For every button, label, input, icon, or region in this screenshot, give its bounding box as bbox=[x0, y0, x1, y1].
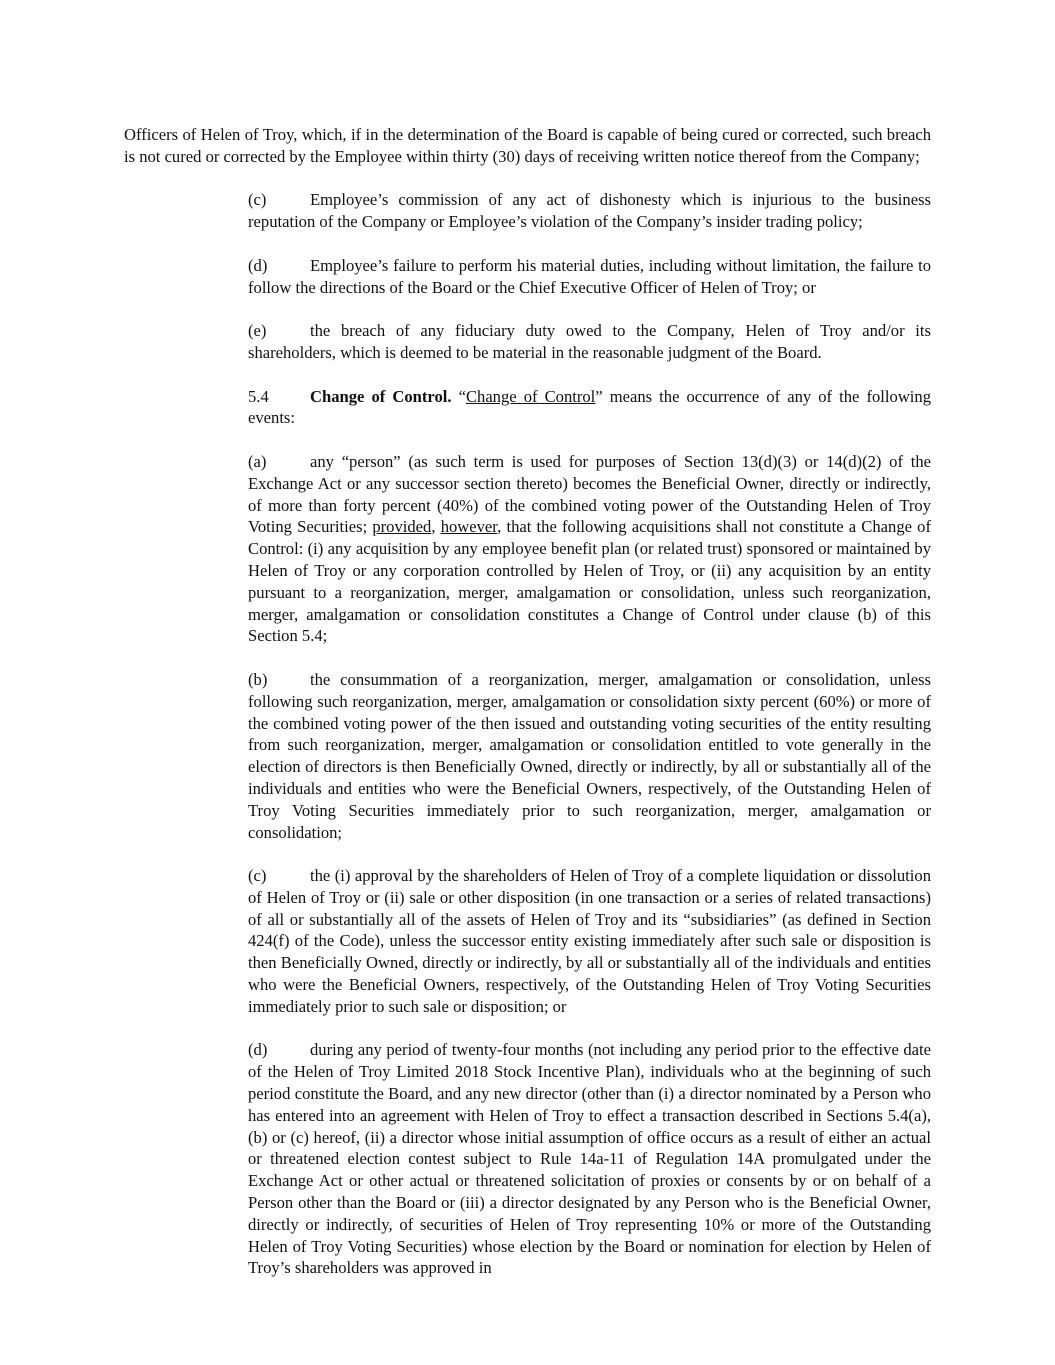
term-however: however bbox=[440, 517, 498, 537]
section-5-4-intro bbox=[124, 386, 931, 430]
clause-label: (c) bbox=[248, 866, 267, 886]
continued-paragraph: Officers of Helen of Troy, which, if in the determination of the Board is capable of being cured or corrected, such breach is not cured or corrected by the Employee within thirty (30) days of receiving written notice thereof from the Company; bbox=[124, 125, 931, 166]
clause-label: (c) bbox=[248, 190, 267, 210]
section-intro-text: ” means the occurrence of any of the following events: bbox=[248, 386, 932, 428]
clause-text: the breach of any fiduciary duty owed to the Company, Helen of Troy and/or its shareholders, which is deemed to be material in the reasonable judgment of the Board. bbox=[248, 321, 931, 362]
clause-text-part2: , that the following acquisitions shall not constitute a Change of Control: (i) any acquisition by any employee benefit plan (or related trust) sponsored or maintained by Helen of Troy or any corporation controlled by Helen of Troy, or (ii) any acquisition by an entity pursuant to a reorganization, merger, amalgamation or consolidation, unless such reorganization, merger, amalgamation or consolidation constitutes a Change of Control under clause (b) of this Section 5.4; bbox=[248, 517, 931, 646]
cause-clause-d bbox=[124, 255, 931, 299]
section-number: 5.4 bbox=[248, 386, 269, 406]
document-body bbox=[124, 124, 931, 1301]
clause-label: (d) bbox=[248, 1040, 268, 1060]
clause-text-part1: any “person” (as such term is used for purposes of Section 13(d)(3) or 14(d)(2) of the Exchange Act or any successor section thereto) becomes the Beneficial Owner, directly or indirectly, of more than forty percent (40%) of the combined voting power of the Outstanding Helen of Troy Voting Securities; bbox=[248, 451, 931, 537]
cause-clause-e bbox=[124, 320, 931, 364]
term-provided: provided bbox=[372, 517, 432, 537]
section-heading: Change of Control. bbox=[310, 386, 452, 406]
coc-clause-d bbox=[124, 1039, 931, 1279]
clause-text: the consummation of a reorganization, merger, amalgamation or consolidation, unless following such reorganization, merger, amalgamation or consolidation sixty percent (60%) or more of the combined voting power of the then issued and outstanding voting securities of the entity resulting from such reorganization, merger, amalgamation or consolidation entitled to vote generally in the election of directors is then Beneficially Owned, directly or indirectly, by all or substantially all of the individuals and entities who were the Beneficial Owners, respectively, of the Outstanding Helen of Troy Voting Securities immediately prior to such reorganization, merger, amalgamation or consolidation; bbox=[248, 669, 931, 842]
cause-clause-c bbox=[124, 189, 931, 233]
coc-clause-a bbox=[124, 451, 931, 647]
clause-label: (e) bbox=[248, 321, 267, 341]
defined-term: Change of Control bbox=[465, 386, 596, 406]
clause-text: the (i) approval by the shareholders of Helen of Troy of a complete liquidation or dissolution of Helen of Troy or (ii) sale or other disposition (in one transaction or a series of related transactions) of all or substantially all of the assets of Helen of Troy and its “subsidiaries” (as defined in Section 424(f) of the Code), unless the successor entity existing immediately after such sale or disposition is then Beneficially Owned, directly or indirectly, by all or substantially all of the individuals and entities who were the Beneficial Owners, respectively, of the Outstanding Helen of Troy Voting Securities immediately prior to such sale or disposition; or bbox=[248, 866, 931, 1016]
open-quote: “ bbox=[451, 386, 466, 406]
clause-label: (b) bbox=[248, 669, 268, 689]
clause-label: (a) bbox=[248, 451, 267, 471]
clause-text: during any period of twenty-four months (not including any period prior to the effective date of the Helen of Troy Limited 2018 Stock Incentive Plan), individuals who at the beginning of such period constitute the Board, and any new director (other than (i) a director nominated by a Person who has entered into an agreement with Helen of Troy to effect a transaction described in Sections 5.4(a), (b) or (c) hereof, (ii) a director whose initial assumption of office occurs as a result of either an actual or threatened election contest subject to Rule 14a-11 of Regulation 14A promulgated under the Exchange Act or other actual or threatened solicitation of proxies or consents by or on behalf of a Person other than the Board or (iii) a director designated by any Person who is the Beneficial Owner, directly or indirectly, of securities of Helen of Troy representing 10% or more of the Outstanding Helen of Troy Voting Securities) whose election by the Board or nomination for election by Helen of Troy’s shareholders was approved in bbox=[248, 1040, 931, 1278]
comma: , bbox=[431, 517, 441, 537]
clause-text: Employee’s failure to perform his material duties, including without limitation, the failure to follow the directions of the Board or the Chief Executive Officer of Helen of Troy; or bbox=[248, 255, 931, 297]
clause-label: (d) bbox=[248, 255, 268, 275]
coc-clause-c bbox=[124, 865, 931, 1018]
coc-clause-b bbox=[124, 669, 931, 843]
clause-text: Employee’s commission of any act of dishonesty which is injurious to the business reputation of the Company or Employee’s violation of the Company’s insider trading policy; bbox=[248, 190, 931, 232]
